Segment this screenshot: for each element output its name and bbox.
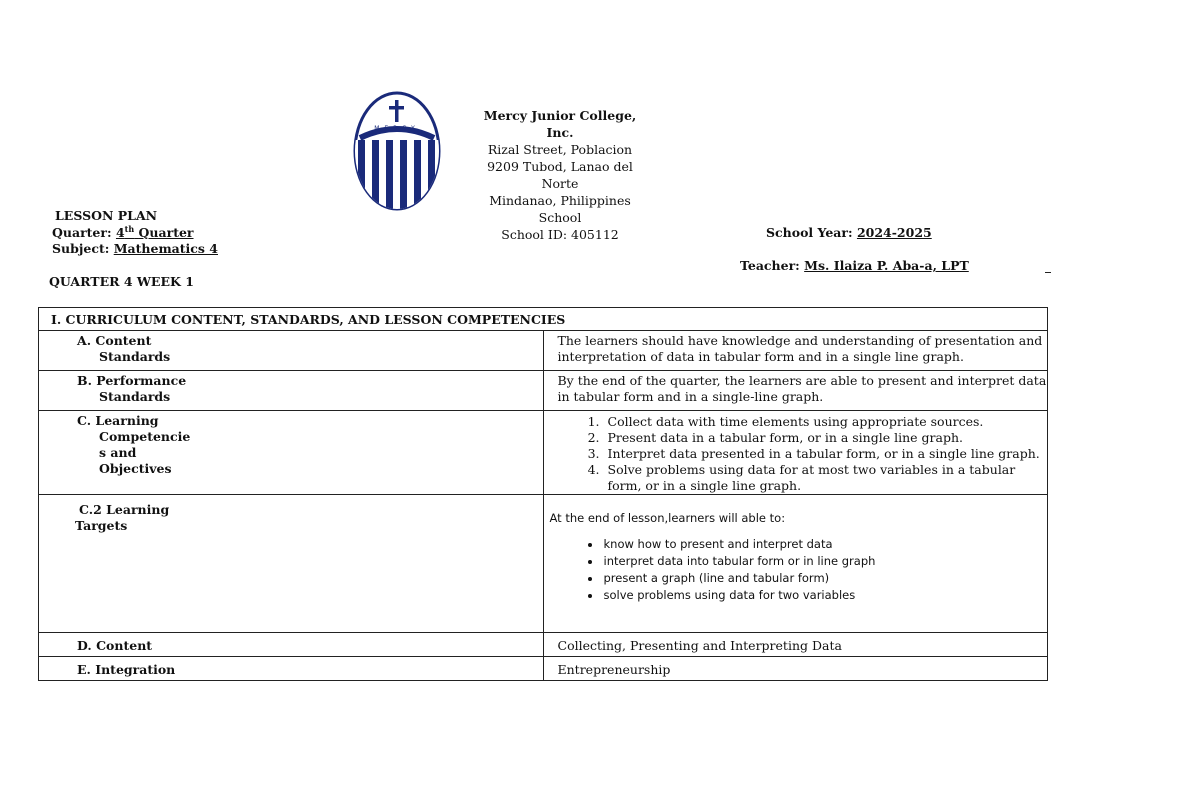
- target-item: • solve problems using data for two variables: [602, 587, 1048, 604]
- section-title: I. CURRICULUM CONTENT, STANDARDS, AND LESSON COMPETENCIES: [39, 308, 1048, 331]
- content-standards-row: [39, 331, 1048, 371]
- performance-standards-label-2: Standards: [99, 389, 171, 404]
- target-item: • interpret data into tabular form or in line graph: [602, 553, 1048, 570]
- quarter-sup: th: [124, 223, 135, 234]
- learning-competencies-label-1: C. Learning: [77, 413, 159, 428]
- logo-text: MERCY: [374, 125, 420, 132]
- integration-row: [39, 657, 1048, 681]
- competency-item: 3. Interpret data presented in a tabular form, or in a single line graph.: [604, 446, 1048, 462]
- learning-competencies-row: [39, 411, 1048, 495]
- quarter-word: Quarter: [138, 225, 194, 240]
- target-item: • present a graph (line and tabular form): [602, 570, 1048, 587]
- content-standards-label: [39, 331, 544, 371]
- learning-targets-list: [550, 536, 1048, 604]
- school-name: Mercy Junior College, Inc.: [483, 108, 637, 140]
- integration-label: E. Integration: [39, 657, 544, 681]
- content-standards-label-1: A. Content: [77, 333, 152, 348]
- content-standards-text: The learners should have knowledge and understanding of presentation and interpretation of data in tabular form and in a single line graph.: [543, 331, 1048, 371]
- integration-text: Entrepreneurship: [543, 657, 1048, 681]
- subject-value: Mathematics 4: [113, 241, 218, 256]
- curriculum-table: [38, 307, 1048, 681]
- learning-targets-label-2: Targets: [75, 518, 128, 533]
- section-header-row: [39, 308, 1048, 331]
- school-year-line: [766, 225, 932, 240]
- learning-targets-row: [39, 495, 1048, 633]
- subject-label: Subject:: [52, 241, 110, 256]
- learning-targets-cell: [543, 495, 1048, 633]
- performance-standards-label-1: B. Performance: [77, 373, 187, 388]
- content-row: [39, 633, 1048, 657]
- learning-targets-label-1: C.2 Learning: [79, 502, 170, 517]
- teacher-label: Teacher:: [740, 258, 800, 273]
- learning-targets-intro: At the end of lesson,learners will able to:: [549, 511, 786, 525]
- subject-line: [52, 241, 218, 256]
- competency-item: 4. Solve problems using data for at most two variables in a tabular form, or in a single line graph.: [604, 462, 1048, 494]
- underline-mark: [1045, 272, 1051, 273]
- performance-standards-label: [39, 371, 544, 411]
- teacher-value: Ms. Ilaiza P. Aba-a, LPT: [804, 258, 969, 273]
- learning-competencies-label-2: Competencie: [99, 429, 191, 444]
- quarter-num: 4: [115, 225, 125, 240]
- school-header: [470, 107, 650, 243]
- school-street: Rizal Street, Poblacion: [487, 142, 633, 157]
- performance-standards-row: [39, 371, 1048, 411]
- learning-competencies-label-3: s and: [99, 445, 137, 460]
- competency-item: 2. Present data in a tabular form, or in a single line graph.: [604, 430, 1048, 446]
- quarter-line: [52, 225, 194, 240]
- learning-competencies-list-cell: [543, 411, 1048, 495]
- week-label: QUARTER 4 WEEK 1: [49, 274, 194, 289]
- performance-standards-text: By the end of the quarter, the learners are able to present and interpret data in tabular form and in a single-line graph.: [543, 371, 1048, 411]
- learning-targets-label: [39, 495, 544, 633]
- target-item: • know how to present and interpret data: [602, 536, 1048, 553]
- school-year-value: 2024-2025: [856, 225, 932, 240]
- content-standards-label-2: Standards: [99, 349, 171, 364]
- quarter-value: [116, 225, 194, 240]
- learning-competencies-label: [39, 411, 544, 495]
- lesson-plan-title: LESSON PLAN: [55, 208, 158, 223]
- school-city: 9209 Tubod, Lanao del Norte: [487, 159, 633, 191]
- school-id: School ID: 405112: [501, 227, 619, 242]
- content-label: D. Content: [39, 633, 544, 657]
- learning-competencies-label-4: Objectives: [99, 461, 172, 476]
- school-year-label: School Year:: [766, 225, 853, 240]
- quarter-label: Quarter:: [52, 225, 112, 240]
- school-logo: [352, 90, 442, 212]
- competencies-list: [544, 414, 1048, 494]
- competency-item: 1. Collect data with time elements using appropriate sources.: [604, 414, 1048, 430]
- teacher-line: [740, 258, 969, 273]
- content-text: Collecting, Presenting and Interpreting Data: [543, 633, 1048, 657]
- school-region: Mindanao, Philippines School: [489, 193, 631, 225]
